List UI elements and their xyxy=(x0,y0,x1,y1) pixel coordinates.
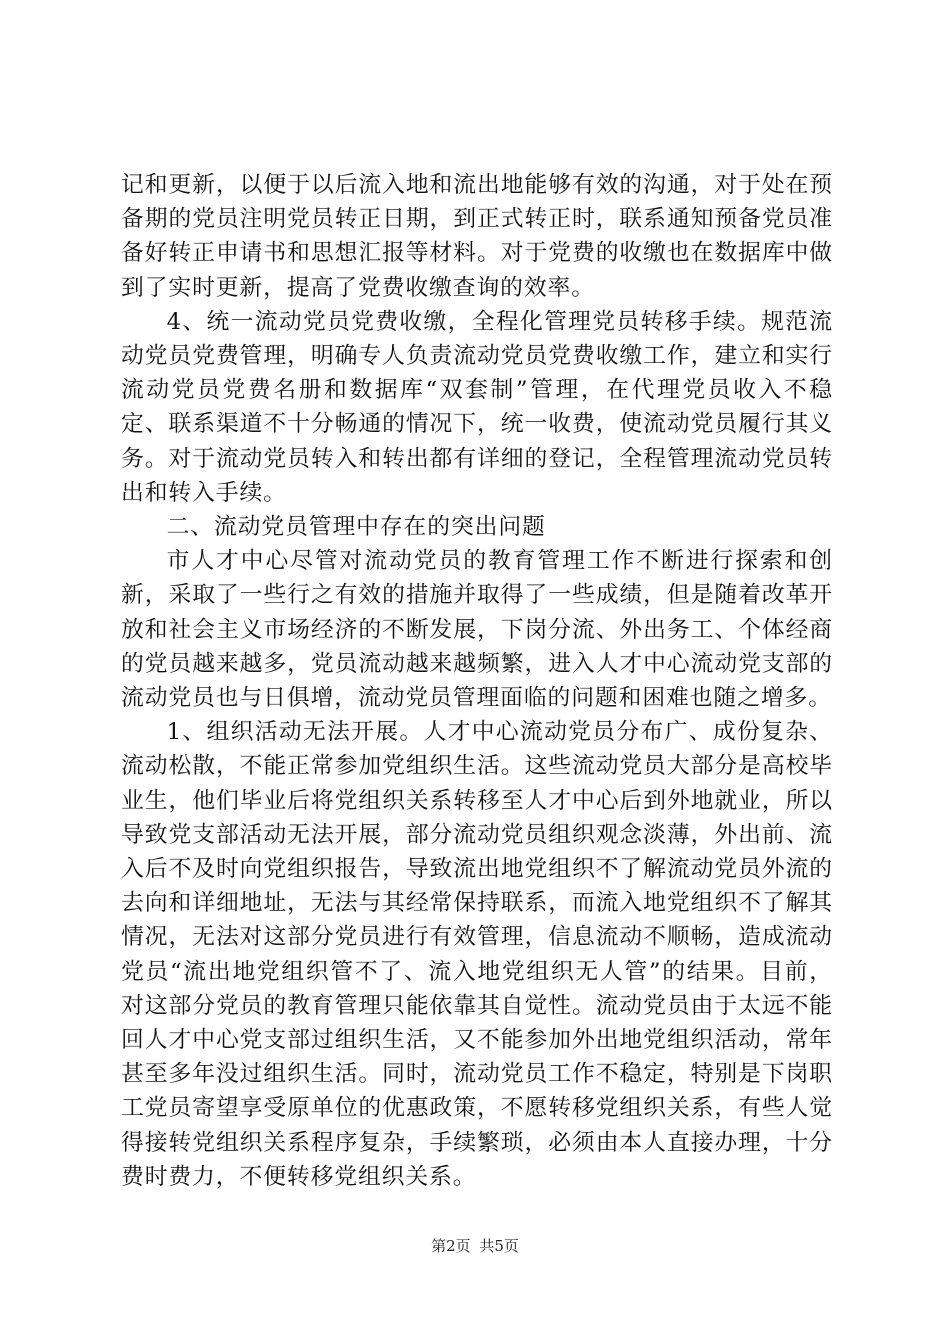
paragraph-continuation: 记和更新，以便于以后流入地和流出地能够有效的沟通，对于处在预备期的党员注明党员转正日期，到正式转正时，联系通知预备党员准备好转正申请书和思想汇报等材料。对于党费的收缴也在数据库中做到了实时更新，提高了党费收缴查询的效率。 xyxy=(121,172,833,301)
document-body xyxy=(121,168,833,1194)
page-total: 共5页 xyxy=(479,1237,519,1255)
paragraph-section-intro: 市人才中心尽管对流动党员的教育管理工作不断进行探索和创新，采取了一些行之有效的措施并取得了一些成绩，但是随着改革开放和社会主义市场经济的不断发展，下岗分流、外出务工、个体经商的党员越来越多，党员流动越来越频繁，进入人才中心流动党支部的流动党员也与日俱增，流动党员管理面临的问题和困难也随之增多。 xyxy=(121,548,833,712)
page-number: 第2页 xyxy=(431,1237,471,1255)
page-footer xyxy=(0,1236,950,1256)
paragraph-item-1: 1、组织活动无法开展。人才中心流动党员分布广、成份复杂、流动松散，不能正常参加党组织生活。这些流动党员大部分是高校毕业生，他们毕业后将党组织关系转移至人才中心后到外地就业，所以导致党支部活动无法开展，部分流动党员组织观念淡薄，外出前、流入后不及时向党组织报告，导致流出地党组织不了解流动党员外流的去向和详细地址，无法与其经常保持联系，而流入地党组织不了解其情况，无法对这部分党员进行有效管理，信息流动不顺畅，造成流动党员“流出地党组织管不了、流入地党组织无人管”的结果。目前，对这部分党员的教育管理只能依靠其自觉性。流动党员由于太远不能回人才中心党支部过组织生活，又不能参加外出地党组织活动，常年甚至多年没过组织生活。同时，流动党员工作不稳定，特别是下岗职工党员寄望享受原单位的优惠政策，不愿转移党组织关系，有些人觉得接转党组织关系程序复杂，手续繁琐，必须由本人直接办理，十分费时费力，不便转移党组织关系。 xyxy=(121,719,833,1190)
section-heading-2: 二、流动党员管理中存在的突出问题 xyxy=(166,514,546,541)
paragraph-item-4: 4、统一流动党员党费收缴，全程化管理党员转移手续。规范流动党员党费管理，明确专人负责流动党员党费收缴工作，建立和实行流动党员党费名册和数据库“双套制”管理，在代理党员收入不稳定、联系渠道不十分畅通的情况下，统一收费，使流动党员履行其义务。对于流动党员转入和转出都有详细的登记，全程管理流动党员转出和转入手续。 xyxy=(121,308,833,506)
